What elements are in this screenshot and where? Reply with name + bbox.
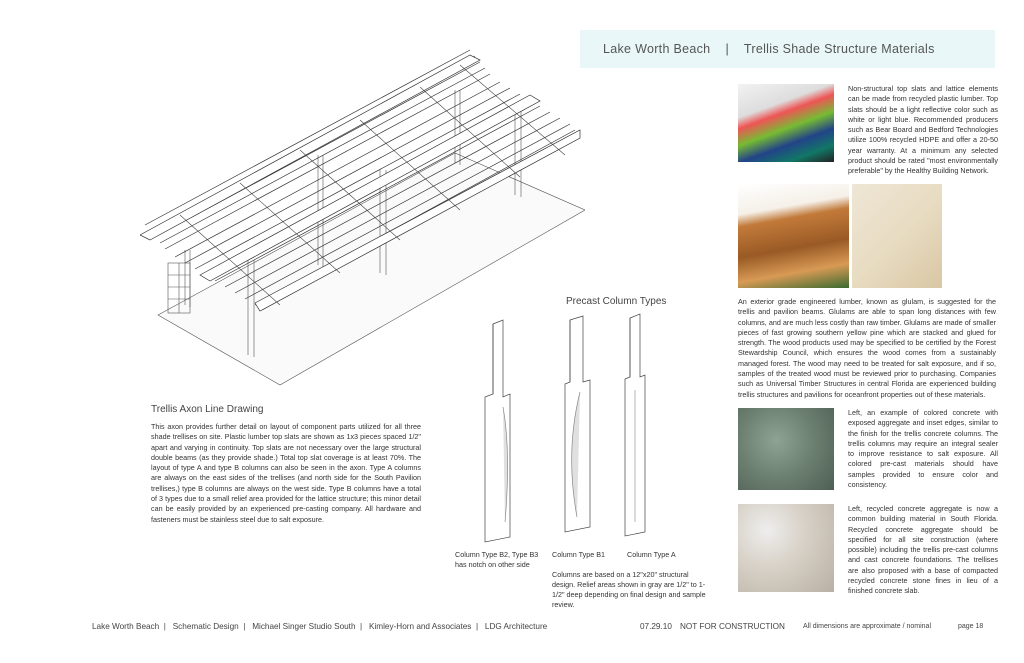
column-note: Columns are based on a 12"x20" structural design. Relief areas shown in gray are 1/2" to 1-1/2" deep depending on final design and sample review. [552, 570, 706, 609]
plastic-lumber-text: Non-structural top slats and lattice elements can be made from recycled plastic lumber. Top slats should be a light reflective color such as white or light blue. Recommended producers such as Bear Board and Bedford Technologies utilize 100% recycled HDPE and offer a 20-50 year warranty. At a minimum any selected product should be rated "most environmentally preferable" by the Healthy Building Network. [848, 84, 998, 176]
footer-note: All dimensions are approximate / nominal [803, 623, 932, 630]
axon-title: Trellis Axon Line Drawing [151, 404, 264, 415]
column-b1-label: Column Type B1 [552, 550, 606, 559]
footer-date: 07.29.10 [640, 622, 672, 631]
axon-description: This axon provides further detail on layout of component parts utilized for all three shade trellises on site. Plastic lumber top slats are shown as 1x3 pieces spaced 1/2" apart and varying in continuity. Top slats are not necessary over the large structural double beams (as they provide shade.) Total top slat coverage is at least 70%. The layout of type A and type B columns can also be seen in the axon. Type A columns are always on the east sides of the trellises (and north side for the South Pavilion trellises,) type B columns are always on the west side. Type B columns have a total of 3 types due to a small relief area provided for the lattice structure; this minor detail can be easily provided by an experienced pre-casting company. All hardware and fasteners must be stainless steel due to salt exposure. [151, 422, 421, 524]
glulam-beam-image [852, 184, 942, 288]
column-types-drawing [475, 312, 675, 547]
recycled-plastic-lumber-image [738, 84, 834, 162]
footer-status: NOT FOR CONSTRUCTION [680, 622, 785, 631]
recycled-aggregate-image [738, 504, 834, 592]
column-a-label: Column Type A [627, 550, 676, 559]
column-b2-b3-label: Column Type B2, Type B3 has notch on other side [455, 550, 539, 569]
recycled-aggregate-text: Left, recycled concrete aggregate is now a common building material in South Florida. Recycled concrete aggregate should be specified for all site construction (where possible) including the trellis pre-cast columns and cast concrete foundations. The trellises are also proposed with a base of compacted recycled concrete stone fines in lieu of a finished concrete slab. [848, 504, 998, 596]
column-types-title: Precast Column Types [566, 296, 667, 307]
glulam-pavilion-image [738, 184, 849, 288]
glulam-text: An exterior grade engineered lumber, known as glulam, is suggested for the trellis and pavilion beams. Glulams are able to span long distances with few columns, and are much less costly than raw timber. Glulams are made of smaller pieces of fast growing southern yellow pine which are stacked and glued for strength. The wood products used may be specified to be certified by the Forest Stewardship Council, which ensures the wood comes from a sustainably managed forest. The wood may need to be treated for salt exposure, and if so, samples of the treated wood must be reviewed prior to purchasing. Companies such as Universal Timber Structures in central Florida are experienced building trellis structures and pavilions for oceanfront properties out of these materials. [738, 297, 996, 399]
colored-concrete-image [738, 408, 834, 490]
page-header: Lake Worth Beach | Trellis Shade Structure Materials [603, 42, 935, 56]
page-number: page 18 [958, 623, 984, 630]
footer-credits: Lake Worth Beach | Schematic Design | Michael Singer Studio South | Kimley-Horn and Associates | LDG Architecture [92, 622, 548, 631]
colored-concrete-text: Left, an example of colored concrete with exposed aggregate and inset edges, similar to the finish for the trellis concrete columns. The trellis columns may require an integral sealer to improve resistance to salt exposure. All colored pre-cast materials should have samples provided to ensure color and consistency. [848, 408, 998, 490]
